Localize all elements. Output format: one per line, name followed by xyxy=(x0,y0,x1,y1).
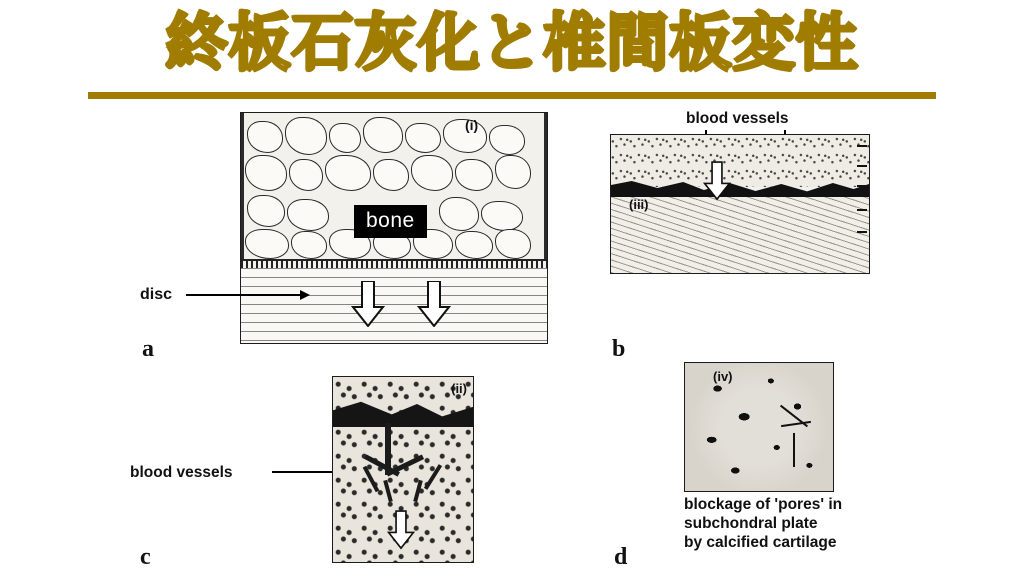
bone-trabecula xyxy=(291,231,327,259)
marker-ii-label: (ii) xyxy=(451,381,467,396)
bone-trabecula xyxy=(289,159,323,191)
caption-line: subchondral plate xyxy=(684,514,818,532)
blood-vessels-label-b: blood vessels xyxy=(686,110,789,127)
bone-trabecula xyxy=(495,229,531,259)
panel-letter-c: c xyxy=(140,544,151,570)
bone-trabecula xyxy=(411,155,453,191)
bone-trabecula xyxy=(245,155,287,191)
bone-trabecula xyxy=(481,201,523,231)
panel-a-image xyxy=(240,112,548,344)
title-underline xyxy=(88,92,936,99)
bone-trabecula xyxy=(495,155,531,189)
bone-trabecula xyxy=(405,123,441,153)
disc-label: disc xyxy=(140,286,173,303)
page-title: 終板石灰化と椎間板変性 xyxy=(165,9,859,78)
b-annulus-fibers xyxy=(611,197,869,273)
d-pointer-line xyxy=(793,433,795,467)
bone-trabecula xyxy=(247,195,285,227)
marker-iii-label: (iii) xyxy=(629,197,649,212)
down-arrow-glyph xyxy=(351,281,385,327)
panel-c-image xyxy=(332,376,474,563)
bone-trabecula xyxy=(363,117,403,153)
disc-zone xyxy=(241,268,547,343)
down-arrow-glyph xyxy=(387,509,415,551)
bone-trabecula xyxy=(489,125,525,155)
bone-trabecula xyxy=(325,155,371,191)
bone-label: bone xyxy=(354,205,427,238)
caption-line: by calcified cartilage xyxy=(684,533,837,551)
bone-trabecula xyxy=(373,159,409,191)
marker-iv-label: (iv) xyxy=(713,369,733,384)
panel-d-image xyxy=(684,362,834,492)
b-scale-ticks xyxy=(857,139,867,269)
panel-letter-a: a xyxy=(142,336,154,362)
down-arrow-icon xyxy=(703,161,731,206)
panel-d-caption xyxy=(684,496,934,553)
bone-trabecula xyxy=(285,117,327,155)
bone-trabecula xyxy=(329,123,361,153)
panel-letter-b: b xyxy=(612,336,626,362)
b-bone-marrow-texture xyxy=(611,135,869,187)
bone-trabecula xyxy=(439,197,479,231)
down-arrow-glyph xyxy=(703,161,731,201)
cortical-wall xyxy=(544,113,547,263)
caption-line: blockage of 'pores' in xyxy=(684,496,843,513)
cortical-wall xyxy=(241,113,244,263)
bone-trabecula xyxy=(247,121,283,153)
d-subchondral-plate-texture xyxy=(685,363,833,491)
blood-vessels-label-c: blood vessels xyxy=(130,464,233,481)
bone-trabecula xyxy=(245,229,289,259)
bone-trabecula xyxy=(455,231,493,259)
down-arrow-glyph xyxy=(417,281,451,327)
bone-trabecula xyxy=(455,159,493,191)
marker-i-label: (i) xyxy=(465,117,479,133)
down-arrow-icon xyxy=(387,509,415,556)
disc-arrow-line xyxy=(186,294,302,296)
panel-letter-d: d xyxy=(614,544,628,570)
disc-arrow-head xyxy=(300,290,310,300)
bone-trabecula xyxy=(287,199,329,231)
panel-b-image xyxy=(610,134,870,274)
figure-container xyxy=(0,104,1024,576)
